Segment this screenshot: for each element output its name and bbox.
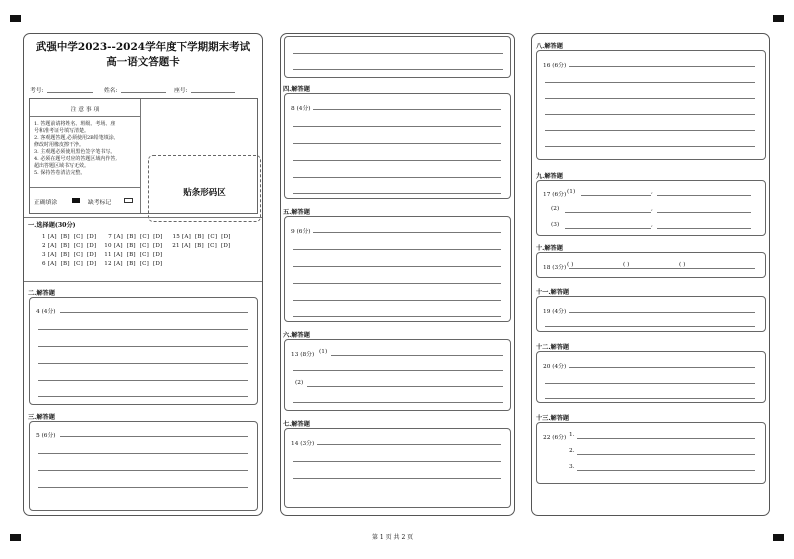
- notice-divider: [140, 99, 141, 213]
- answer-line[interactable]: [38, 363, 248, 364]
- question-13-part2-label: (2): [295, 380, 304, 386]
- correct-fill-label: 正确填涂: [34, 200, 58, 206]
- question-18-label: 18 (3分): [543, 265, 567, 271]
- answer-line[interactable]: [60, 312, 248, 313]
- section-mc-title: 一.选择题(30分): [28, 222, 76, 229]
- answer-line[interactable]: [545, 398, 755, 399]
- answer-line[interactable]: [657, 212, 751, 213]
- section-13-title: 十三.解答题: [536, 415, 570, 422]
- page-footer: 第 1 页 共 2 页: [372, 534, 414, 541]
- name-label: 姓名:: [104, 88, 118, 94]
- mc-top-rule: [24, 217, 262, 218]
- answer-box-q22: [536, 422, 766, 484]
- answer-box-q14: [284, 428, 511, 508]
- answer-line[interactable]: [293, 249, 501, 250]
- registration-mark-bottom-left: [10, 534, 21, 541]
- notice-item: 超出答题区域书写无效。: [34, 163, 90, 169]
- answer-line[interactable]: [293, 478, 501, 479]
- comma: ,: [651, 222, 653, 228]
- answer-line[interactable]: [331, 355, 503, 356]
- absent-checkbox[interactable]: [124, 198, 133, 203]
- name-field[interactable]: [121, 92, 166, 93]
- notice-block: [29, 98, 258, 214]
- answer-line[interactable]: [293, 69, 503, 70]
- question-22-label: 22 (6分): [543, 435, 567, 441]
- answer-line[interactable]: [545, 326, 755, 327]
- answer-line[interactable]: [317, 444, 501, 445]
- barcode-label: 贴条形码区: [183, 188, 226, 198]
- answer-line[interactable]: [293, 283, 501, 284]
- question-4-label: 4 (4分): [36, 309, 56, 315]
- registration-mark-top-left: [10, 15, 21, 22]
- answer-line[interactable]: [577, 454, 755, 455]
- section-2-title: 二.解答题: [28, 290, 55, 297]
- notice-list: [34, 121, 138, 177]
- section-12-title: 十二.解答题: [536, 344, 570, 351]
- question-14-label: 14 (3分): [291, 441, 315, 447]
- q18-blank-2[interactable]: ( ): [623, 262, 630, 268]
- answer-line[interactable]: [293, 461, 501, 462]
- answer-line[interactable]: [565, 228, 651, 229]
- answer-line[interactable]: [293, 177, 501, 178]
- q18-blank-1[interactable]: ( ): [567, 262, 574, 268]
- answer-box-q8: [284, 93, 511, 199]
- notice-item: 3. 主观题必须使用黑色签字笔书写。: [34, 149, 116, 155]
- answer-line[interactable]: [657, 195, 751, 196]
- answer-line[interactable]: [545, 130, 755, 131]
- section-7-title: 七.解答题: [283, 421, 310, 428]
- answer-line[interactable]: [313, 232, 501, 233]
- section-8-title: 八.解答题: [536, 43, 563, 50]
- question-13-label: 13 (8分): [291, 352, 315, 358]
- answer-line[interactable]: [545, 98, 755, 99]
- answer-line[interactable]: [569, 312, 755, 313]
- answer-box-q16: [536, 50, 766, 160]
- answer-box-q18: [536, 252, 766, 278]
- question-5-label: 5 (6分): [36, 433, 56, 439]
- mc-row[interactable]: 1 [A] [B] [C] [D] 7 [A] [B] [C] [D] 15 [A] [B] [C] [D]: [40, 234, 231, 240]
- exam-subtitle: 高一语文答题卡: [106, 56, 180, 68]
- question-17-part2-label: (2): [551, 206, 560, 212]
- notice-item: 1. 答题前请将姓名、班级、考场、座: [34, 121, 116, 127]
- answer-line[interactable]: [569, 268, 755, 269]
- notice-item: 5. 保持答卷清洁完整。: [34, 170, 86, 176]
- notice-item: 号和准考证号填写清楚。: [34, 128, 90, 134]
- answer-line[interactable]: [565, 212, 651, 213]
- answer-line[interactable]: [38, 453, 248, 454]
- answer-line[interactable]: [293, 53, 503, 54]
- seat-field[interactable]: [191, 92, 235, 93]
- comma: ,: [651, 206, 653, 212]
- answer-line[interactable]: [38, 487, 248, 488]
- question-16-label: 16 (6分): [543, 63, 567, 69]
- notice-item: 4. 必须在题号对应的答题区域内作答,: [34, 156, 117, 162]
- answer-box-q17: [536, 180, 766, 236]
- answer-line[interactable]: [313, 109, 501, 110]
- exam-title: 武强中学2023--2024学年度下学期期末考试: [35, 41, 251, 53]
- middle-panel: [280, 33, 515, 516]
- filled-mark-sample-icon: [72, 198, 80, 203]
- answer-line[interactable]: [38, 346, 248, 347]
- answer-line[interactable]: [38, 470, 248, 471]
- section-9-title: 九.解答题: [536, 173, 563, 180]
- answer-line[interactable]: [293, 143, 501, 144]
- answer-line[interactable]: [293, 300, 501, 301]
- section-4-title: 四.解答题: [283, 86, 310, 93]
- answer-line[interactable]: [577, 438, 755, 439]
- exam-no-label: 考号:: [30, 88, 44, 94]
- question-22-part1-label: 1.: [569, 432, 575, 438]
- q18-blank-3[interactable]: ( ): [679, 262, 686, 268]
- answer-line[interactable]: [293, 266, 501, 267]
- registration-mark-top-right: [773, 15, 784, 22]
- exam-no-field[interactable]: [47, 92, 93, 93]
- absent-label: 缺考标记: [88, 200, 112, 206]
- answer-box-q13: [284, 339, 511, 411]
- notice-item: 2. 客观题答题,必须使用2B铅笔填涂,: [34, 135, 116, 141]
- mc-bottom-rule: [24, 281, 262, 282]
- answer-line[interactable]: [293, 160, 501, 161]
- question-22-part2-label: 2.: [569, 448, 575, 454]
- answer-line[interactable]: [293, 370, 503, 371]
- answer-box-continued: [284, 36, 511, 78]
- question-17-label: 17 (6分): [543, 192, 567, 198]
- question-17-part3-label: (3): [551, 222, 560, 228]
- section-11-title: 十一.解答题: [536, 289, 570, 296]
- fill-guide-rule: [30, 187, 140, 188]
- answer-box-q4: [29, 297, 258, 405]
- section-3-title: 三.解答题: [28, 414, 55, 421]
- question-9-label: 9 (6分): [291, 229, 311, 235]
- right-panel: [531, 33, 770, 516]
- seat-label: 座号:: [174, 88, 188, 94]
- answer-line[interactable]: [38, 396, 248, 397]
- question-20-label: 20 (4分): [543, 364, 567, 370]
- answer-line[interactable]: [545, 146, 755, 147]
- answer-box-q20: [536, 351, 766, 403]
- question-19-label: 19 (4分): [543, 309, 567, 315]
- mc-row[interactable]: 2 [A] [B] [C] [D] 10 [A] [B] [C] [D] 21 [A] [B] [C] [D]: [40, 243, 231, 249]
- comma: ,: [651, 189, 653, 195]
- notice-title: 注 意 事 项: [70, 107, 100, 113]
- answer-line[interactable]: [569, 66, 755, 67]
- section-6-title: 六.解答题: [283, 332, 310, 339]
- answer-line[interactable]: [60, 436, 248, 437]
- answer-line[interactable]: [293, 193, 501, 194]
- question-17-part1-label: (1): [567, 189, 576, 195]
- answer-line[interactable]: [38, 329, 248, 330]
- mc-row[interactable]: 3 [A] [B] [C] [D] 11 [A] [B] [C] [D]: [40, 252, 163, 258]
- answer-line[interactable]: [293, 316, 501, 317]
- answer-line[interactable]: [577, 470, 755, 471]
- answer-box-q19: [536, 296, 766, 332]
- answer-line[interactable]: [657, 228, 751, 229]
- barcode-area: [148, 155, 261, 222]
- answer-box-q5: [29, 421, 258, 511]
- answer-line[interactable]: [293, 402, 503, 403]
- notice-item: 修改时用橡皮擦干净。: [34, 142, 85, 148]
- left-panel: [23, 33, 263, 516]
- answer-line[interactable]: [545, 82, 755, 83]
- question-13-part1-label: (1): [319, 349, 328, 355]
- answer-line[interactable]: [569, 367, 755, 368]
- section-5-title: 五.解答题: [283, 209, 310, 216]
- question-8-label: 8 (4分): [291, 106, 311, 112]
- answer-line[interactable]: [293, 126, 501, 127]
- registration-mark-bottom-right: [773, 534, 784, 541]
- answer-line[interactable]: [581, 195, 651, 196]
- question-22-part3-label: 3.: [569, 464, 575, 470]
- mc-row[interactable]: 6 [A] [B] [C] [D] 12 [A] [B] [C] [D]: [40, 261, 163, 267]
- answer-line[interactable]: [545, 114, 755, 115]
- answer-box-q9: [284, 216, 511, 322]
- notice-title-rule: [30, 116, 140, 117]
- answer-line[interactable]: [545, 383, 755, 384]
- section-10-title: 十.解答题: [536, 245, 563, 252]
- answer-line[interactable]: [38, 380, 248, 381]
- answer-line[interactable]: [307, 386, 503, 387]
